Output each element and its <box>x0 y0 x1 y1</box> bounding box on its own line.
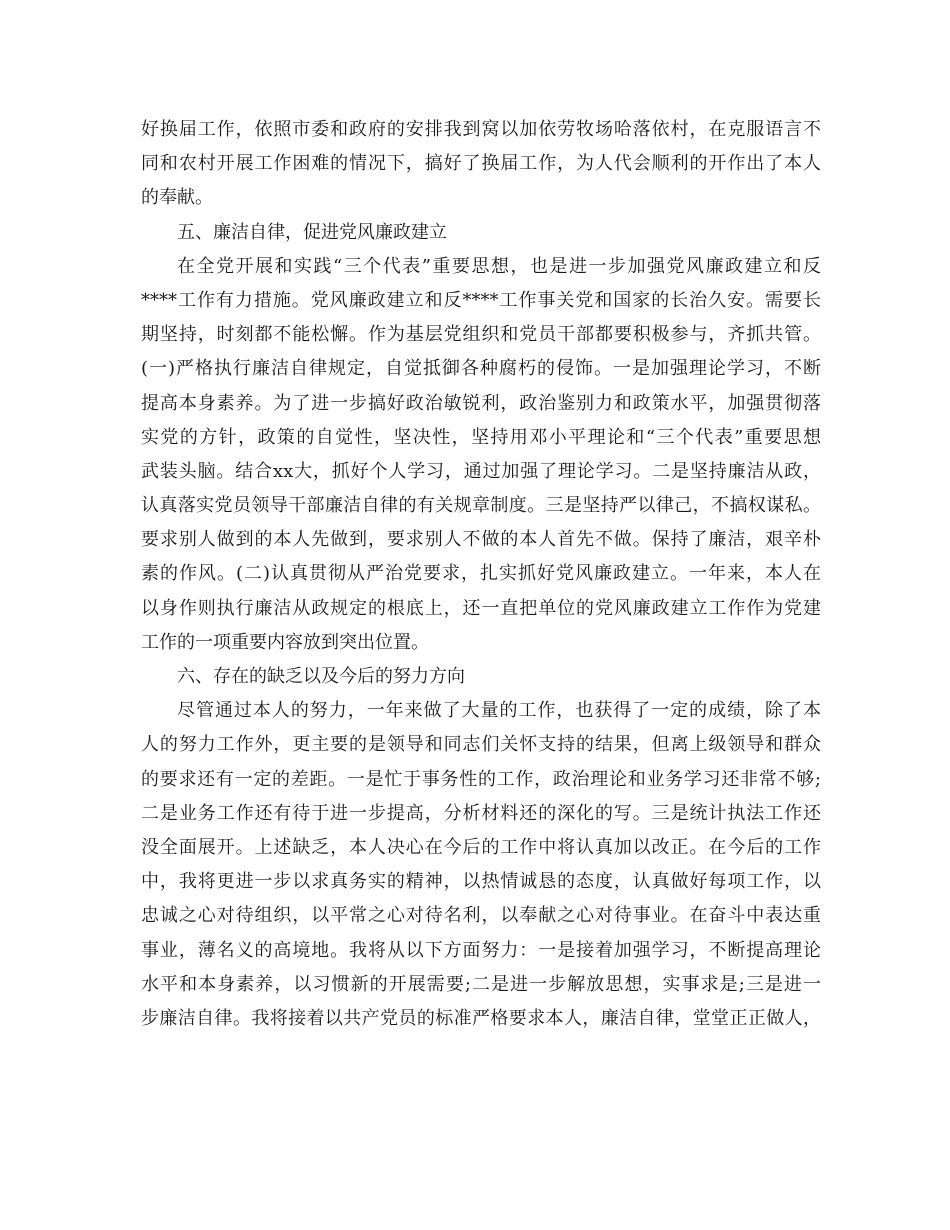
text-line: ****工作有力措施。党风廉政建立和反****工作事关党和国家的长治久安。需要长 <box>141 289 821 311</box>
text-line: 实党的方针，政策的自觉性，坚决性，坚持用邓小平理论和“三个代表”重要思想 <box>141 426 821 448</box>
text-line: 素的作风。(二)认真贯彻从严治党要求，扎实抓好党风廉政建立。一年来，本人在 <box>141 563 821 585</box>
text-line: 事业，薄名义的高境地。我将从以下方面努力：一是接着加强学习，不断提高理论 <box>141 939 821 961</box>
text-line: 二是业务工作还有待于进一步提高，分析材料还的深化的写。三是统计执法工作还 <box>141 802 821 824</box>
text-line: 忠诚之心对待组织，以平常之心对待名利，以奉献之心对待事业。在奋斗中表达重 <box>141 905 821 927</box>
text-line: 好换届工作，依照市委和政府的安排我到窝以加依劳牧场哈落依村，在克服语言不 <box>141 119 821 140</box>
text-line: 同和农村开展工作困难的情况下，搞好了换届工作，为人代会顺利的开作出了本人 <box>141 153 821 175</box>
text-line: 工作的一项重要内容放到突出位置。 <box>141 631 429 653</box>
text-line: (一)严格执行廉洁自律规定，自觉抵御各种腐朽的侵饰。一是加强理论学习，不断 <box>141 358 821 380</box>
text-line: 六、存在的缺乏以及今后的努力方向 <box>177 666 465 687</box>
text-line: 中，我将更进一步以求真务实的精神，以热情诚恳的态度，认真做好每项工作，以 <box>141 871 821 893</box>
document-body <box>141 113 821 1036</box>
text-line: 没全面展开。上述缺乏，本人决心在今后的工作中将认真加以改正。在今后的工作 <box>141 836 821 858</box>
text-line: 尽管通过本人的努力，一年来做了大量的工作，也获得了一定的成绩，除了本 <box>177 700 821 722</box>
text-line: 步廉洁自律。我将接着以共产党员的标准严格要求本人，廉洁自律，堂堂正正做人， <box>141 1007 821 1029</box>
text-line: 的奉献。 <box>141 187 213 209</box>
text-line: 武装头脑。结合xx大，抓好个人学习，通过加强了理论学习。二是坚持廉洁从政， <box>141 460 821 482</box>
text-line: 期坚持，时刻都不能松懈。作为基层党组织和党员干部都要积极参与，齐抓共管。 <box>141 324 821 346</box>
text-line: 提高本身素养。为了进一步搞好政治敏锐利，政治鉴别力和政策水平，加强贯彻落 <box>141 392 821 414</box>
text-line: 人的努力工作外，更主要的是领导和同志们关怀支持的结果，但离上级领导和群众 <box>141 734 821 756</box>
text-line: 要求别人做到的本人先做到，要求别人不做的本人首先不做。保持了廉洁，艰辛朴 <box>141 529 821 551</box>
text-line: 的要求还有一定的差距。一是忙于事务性的工作，政治理论和业务学习还非常不够; <box>141 768 821 790</box>
text-line: 以身作则执行廉洁从政规定的根底上，还一直把单位的党风廉政建立工作作为党建 <box>141 597 821 619</box>
text-line: 认真落实党员领导干部廉洁自律的有关规章制度。三是坚持严以律己，不搞权谋私。 <box>141 495 821 517</box>
text-line: 五、廉洁自律，促进党风廉政建立 <box>177 221 447 243</box>
text-line: 在全党开展和实践“三个代表”重要思想，也是进一步加强党风廉政建立和反 <box>177 255 821 277</box>
text-line: 水平和本身素养，以习惯新的开展需要;二是进一步解放思想，实事求是;三是进一 <box>141 973 821 995</box>
